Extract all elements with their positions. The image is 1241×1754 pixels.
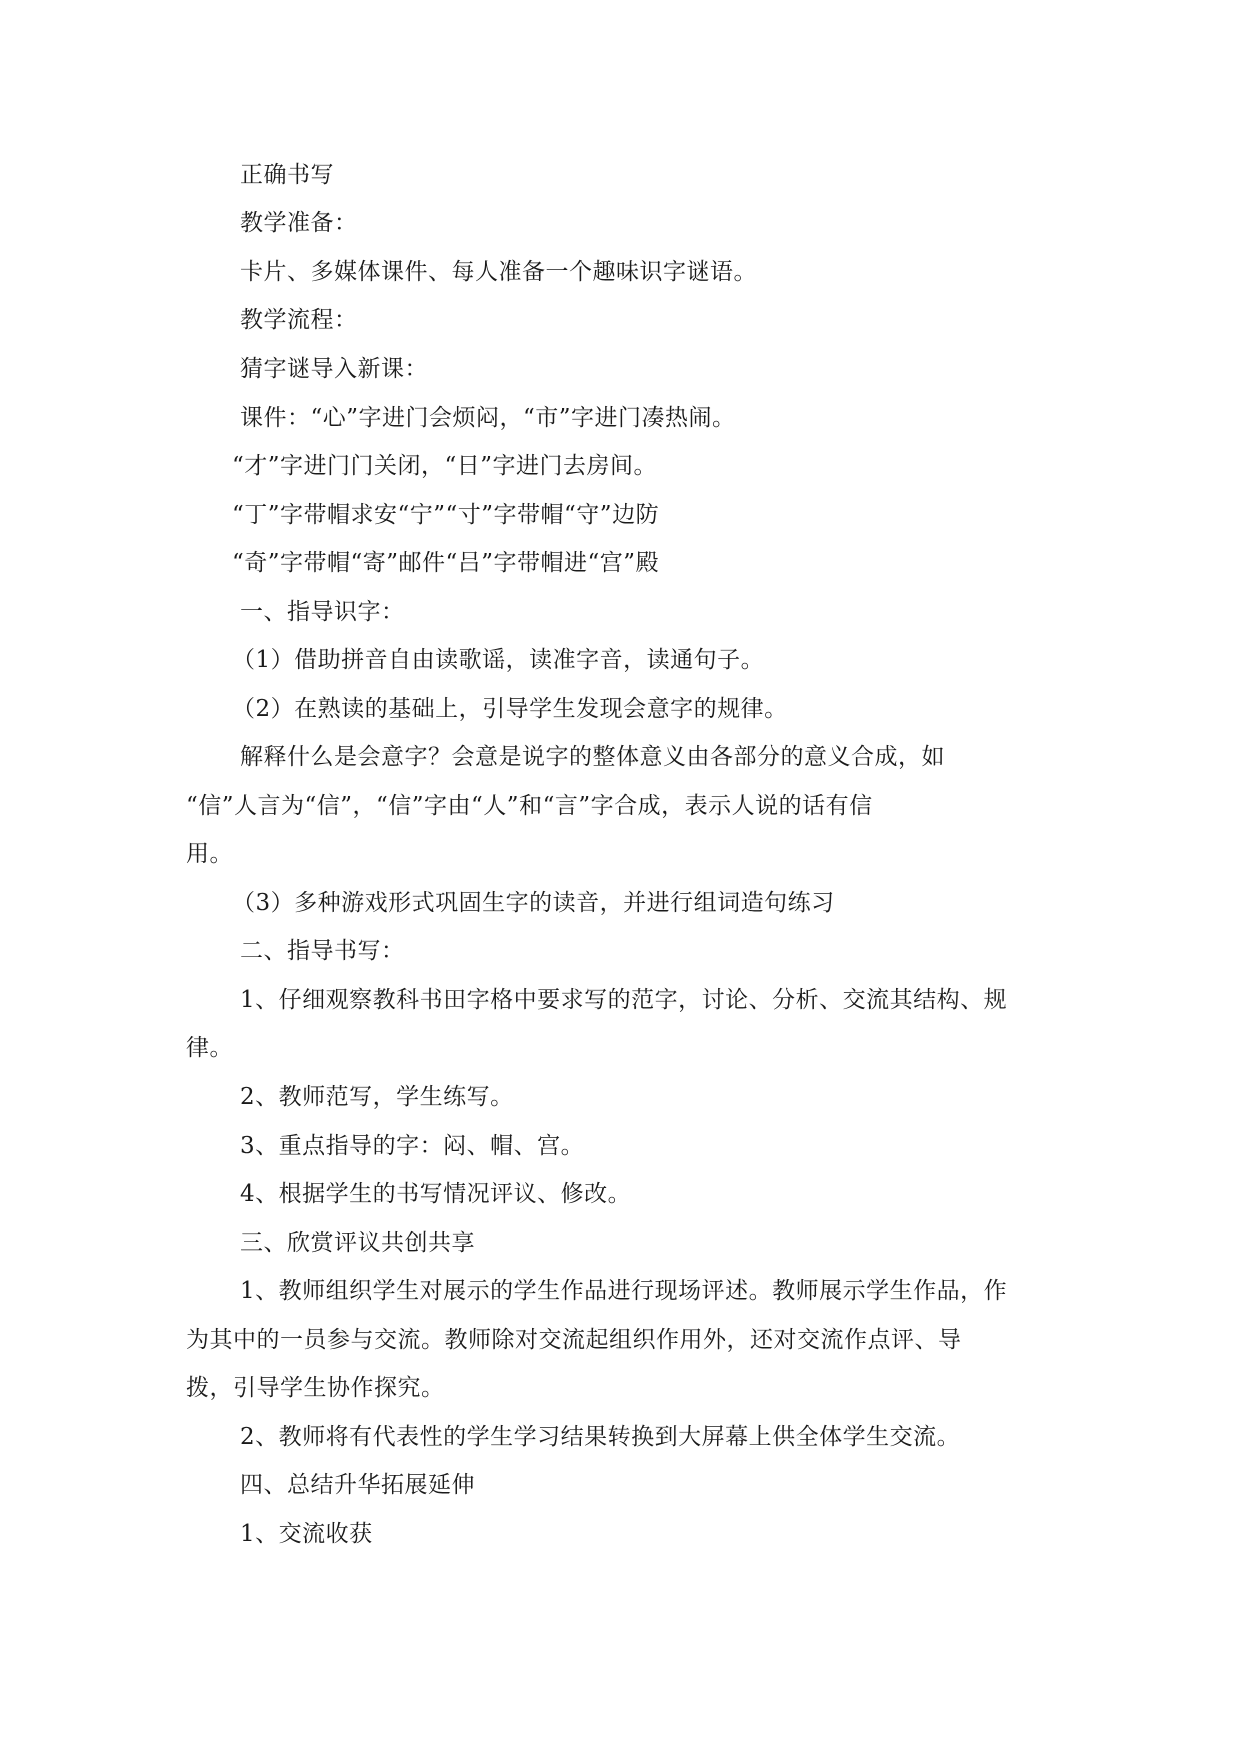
text-line: 课件：“心”字进门会烦闷，“市”字进门凑热闹。 xyxy=(240,405,736,431)
text-line: 1、教师组织学生对展示的学生作品进行现场评述。教师展示学生作品，作 xyxy=(240,1278,1008,1304)
text-line: 三、欣赏评议共创共享 xyxy=(240,1230,475,1256)
text-line: 一、指导识字： xyxy=(240,599,405,625)
text-line: 为其中的一员参与交流。教师除对交流起组织作用外，还对交流作点评、导 xyxy=(186,1327,962,1353)
text-line: （2）在熟读的基础上，引导学生发现会意字的规律。 xyxy=(232,696,788,722)
text-line: 正确书写 xyxy=(240,162,334,188)
text-line: 律。 xyxy=(186,1035,233,1061)
text-line: 四、总结升华拓展延伸 xyxy=(240,1472,475,1498)
text-line: 拨，引导学生协作探究。 xyxy=(186,1375,445,1401)
text-line: 教学流程： xyxy=(240,307,358,333)
text-line: 卡片、多媒体课件、每人准备一个趣味识字谜语。 xyxy=(240,259,757,285)
text-line: “奇”字带帽“寄”邮件“吕”字带帽进“宫”殿 xyxy=(232,550,660,576)
text-line: “才”字进门门关闭，“日”字进门去房间。 xyxy=(232,453,658,479)
text-line: 用。 xyxy=(186,841,233,867)
text-line: 解释什么是会意字？会意是说字的整体意义由各部分的意义合成，如 xyxy=(240,744,945,770)
text-line: “信”人言为“信”，“信”字由“人”和“言”字合成，表示人说的话有信 xyxy=(186,793,873,819)
text-line: （1）借助拼音自由读歌谣，读准字音，读通句子。 xyxy=(232,647,765,673)
text-line: “丁”字带帽求安“宁”“寸”字带帽“守”边防 xyxy=(232,502,660,528)
text-line: 二、指导书写： xyxy=(240,938,405,964)
text-line: 1、仔细观察教科书田字格中要求写的范字，讨论、分析、交流其结构、规 xyxy=(240,987,1008,1013)
text-line: 教学准备： xyxy=(240,210,358,236)
text-line: （3）多种游戏形式巩固生字的读音，并进行组词造句练习 xyxy=(232,890,835,916)
text-line: 2、教师范写，学生练写。 xyxy=(240,1084,514,1110)
text-line: 猜字谜导入新课： xyxy=(240,356,428,382)
text-line: 4、根据学生的书写情况评议、修改。 xyxy=(240,1181,632,1207)
text-line: 1、交流收获 xyxy=(240,1521,373,1547)
text-line: 3、重点指导的字：闷、帽、宫。 xyxy=(240,1133,585,1159)
text-line: 2、教师将有代表性的学生学习结果转换到大屏幕上供全体学生交流。 xyxy=(240,1424,961,1450)
